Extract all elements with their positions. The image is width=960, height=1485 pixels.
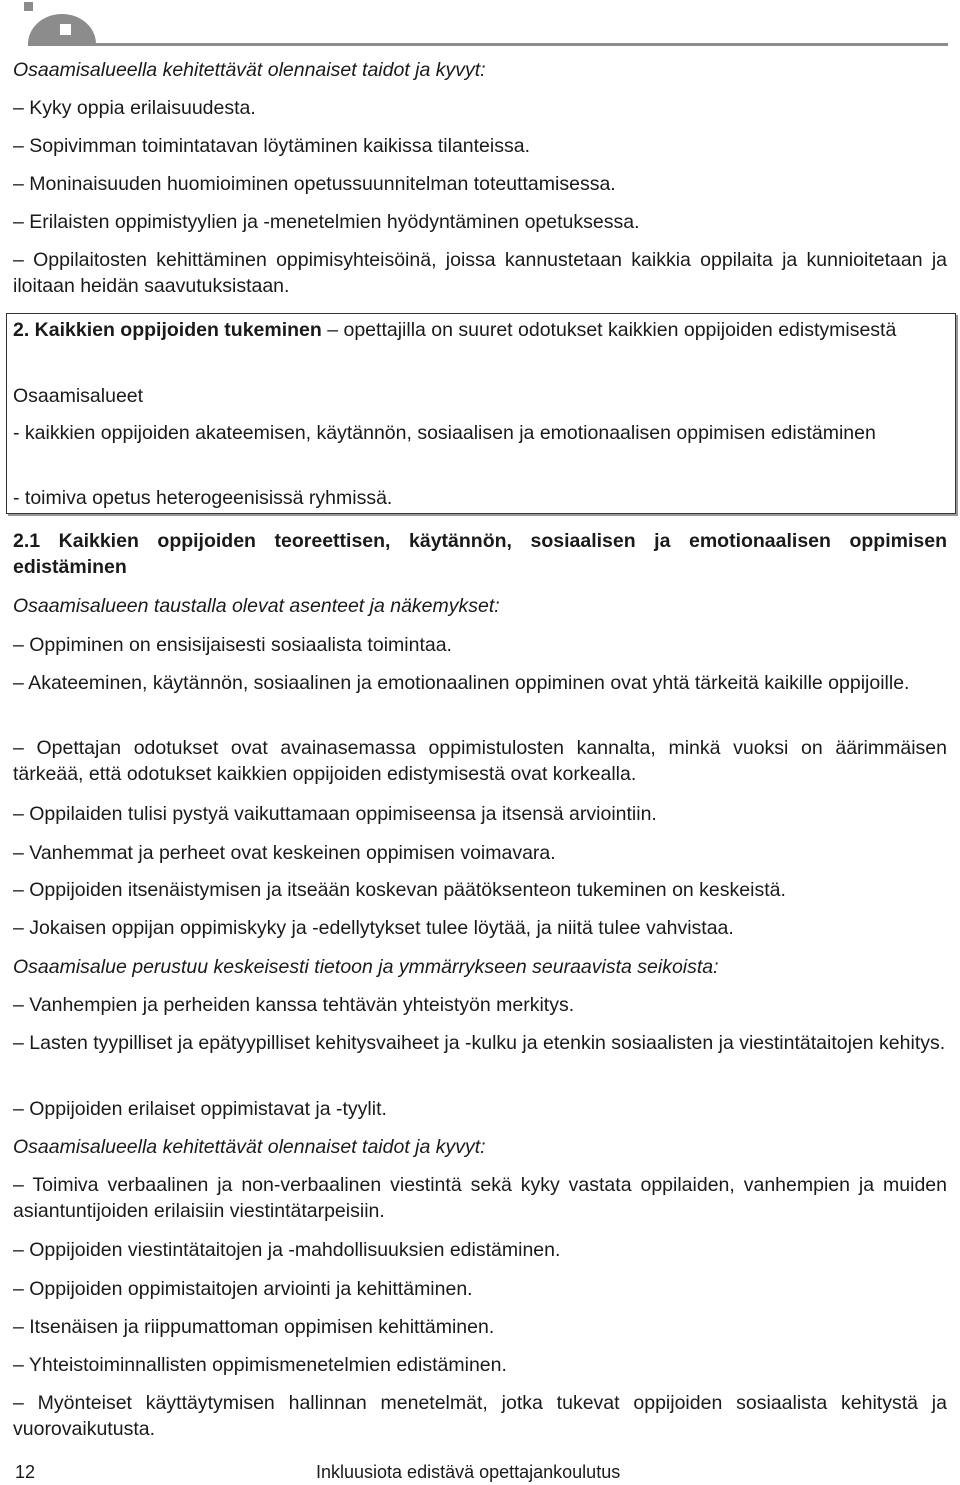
list-item: – Vanhemmat ja perheet ovat keskeinen oppimisen voimavara.	[13, 842, 556, 864]
list-item: – Lasten tyypilliset ja epätyypilliset kehitysvaiheet ja -kulku ja etenkin sosiaalisten ja viestintätaitojen kehitys.	[13, 1032, 946, 1054]
list-item: – Oppijoiden itsenäistymisen ja itseään koskevan päätöksenteon tukeminen on keskeistä.	[13, 879, 786, 901]
list-item: – Toimiva verbaalinen ja non-verbaalinen viestintä sekä kyky vastata oppilaiden, vanhempien ja muiden asiantuntijoiden erilaisiin viestintätarpeisiin.	[13, 1174, 947, 1222]
list-item: – Erilaisten oppimistyylien ja -menetelmien hyödyntäminen opetuksessa.	[13, 211, 640, 233]
list-item: – Oppilaitosten kehittäminen oppimisyhteisöinä, joissa kannustetaan kaikkia oppilaita ja kunnioitetaan ja iloitaan heidän saavutuksistaan.	[13, 249, 947, 297]
intro-heading: Osaamisalueella kehitettävät olennaiset taidot ja kyvyt:	[13, 59, 486, 81]
logo-square-small	[24, 2, 33, 11]
page-number: 12	[15, 1462, 36, 1482]
list-item: – Akateeminen, käytännön, sosiaalinen ja emotionaalinen oppiminen ovat yhtä tärkeitä kaikille oppijoille.	[13, 672, 910, 694]
box-item: - toimiva opetus heterogeenisissä ryhmissä.	[13, 487, 393, 509]
list-item: – Itsenäisen ja riippumattoman oppimisen kehittäminen.	[13, 1316, 495, 1338]
list-item: – Oppijoiden viestintätaitojen ja -mahdollisuuksien edistäminen.	[13, 1239, 561, 1261]
list-item: – Jokaisen oppijan oppimiskyky ja -edellytykset tulee löytää, ja niitä tulee vahvistaa.	[13, 917, 734, 939]
list-item: – Kyky oppia erilaisuudesta.	[13, 97, 256, 119]
box-subtitle: Osaamisalueet	[13, 385, 144, 407]
list-item: – Opettajan odotukset ovat avainasemassa oppimistulosten kannalta, minkä vuoksi on äärimmäisen tärkeää, että odotukset kaikkien oppijoiden edistymisestä ovat korkealla.	[13, 737, 947, 785]
header-decoration	[0, 0, 960, 50]
logo-square-inner	[60, 24, 71, 35]
list-item: – Vanhempien ja perheiden kanssa tehtävän yhteistyön merkitys.	[13, 994, 575, 1016]
list-item: – Oppijoiden erilaiset oppimistavat ja -tyylit.	[13, 1098, 387, 1120]
section-heading: 2.1 Kaikkien oppijoiden teoreettisen, käytännön, sosiaalisen ja emotionaalisen oppimisen edistäminen	[13, 530, 947, 578]
attitudes-heading: Osaamisalueen taustalla olevat asenteet ja näkemykset:	[13, 595, 500, 617]
knowledge-heading: Osaamisalue perustuu keskeisesti tietoon ja ymmärrykseen seuraavista seikoista:	[13, 956, 719, 978]
box-title-bold: 2. Kaikkien oppijoiden tukeminen	[13, 319, 322, 341]
list-item: – Moninaisuuden huomioiminen opetussuunnitelman toteuttamisessa.	[13, 173, 616, 195]
list-item: – Yhteistoiminnallisten oppimismenetelmien edistäminen.	[13, 1354, 507, 1376]
box-item: - kaikkien oppijoiden akateemisen, käytännön, sosiaalisen ja emotionaalisen oppimisen edistäminen	[13, 422, 876, 444]
list-item: – Oppiminen on ensisijaisesti sosiaalista toimintaa.	[13, 634, 452, 656]
box-title	[13, 317, 947, 343]
summary-box	[6, 313, 956, 514]
skills-heading: Osaamisalueella kehitettävät olennaiset taidot ja kyvyt:	[13, 1136, 486, 1158]
footer-title: Inkluusiota edistävä opettajankoulutus	[316, 1462, 621, 1482]
box-title-rest: – opettajilla on suuret odotukset kaikkien oppijoiden edistymisestä	[321, 319, 897, 341]
list-item: – Sopivimman toimintatavan löytäminen kaikissa tilanteissa.	[13, 135, 530, 157]
list-item: – Myönteiset käyttäytymisen hallinnan menetelmät, jotka tukevat oppijoiden sosiaalista kehitystä ja vuorovaikutusta.	[13, 1392, 947, 1440]
list-item: – Oppilaiden tulisi pystyä vaikuttamaan oppimiseensa ja itsensä arviointiin.	[13, 803, 657, 825]
list-item: – Oppijoiden oppimistaitojen arviointi ja kehittäminen.	[13, 1278, 473, 1300]
